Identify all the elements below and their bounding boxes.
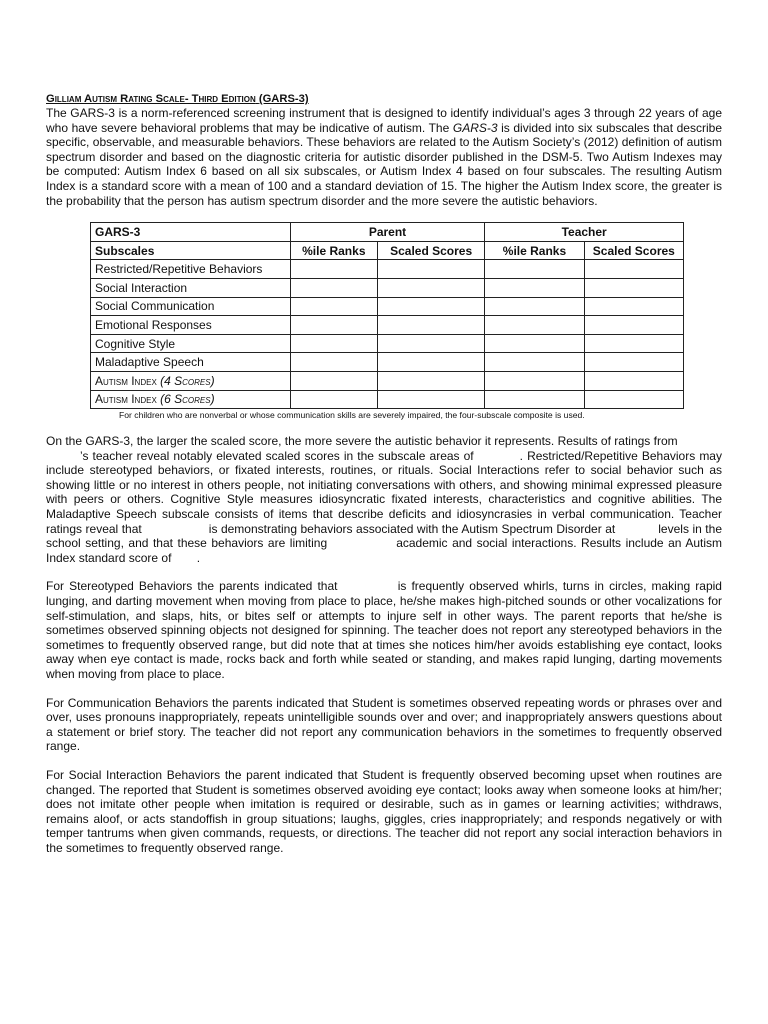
cell [485,353,584,372]
index6-suffix: (6 Scores) [160,392,215,407]
cell [377,353,484,372]
table-row [91,260,684,279]
intro-paragraph [46,106,722,208]
table-footnote: For children who are nonverbal or whose communication skills are severely impaired, the four-subscale composite is used. [119,410,585,421]
cell [290,260,377,279]
parent-rank-header: %ile Ranks [290,241,377,260]
results-paragraph [46,434,722,565]
row-label [91,371,291,390]
cell [485,316,584,335]
teacher-scaled-header: Scaled Scores [584,241,683,260]
table-row-autism-index-6 [91,390,684,409]
results-text-7: . [196,550,201,565]
results-text-3: . Restricted/Repetitive Behaviors may include stereotyped behaviors, or fixated interests, routines, or rituals. Social Interactions refer to social behavior such as showing little or no interest in others people, not initiating conversations with others, and showing minimal expressed pleasure with peers or others. Cognitive Style measures idiosyncratic fixated interests, characteristics and cognitive abilities. The Maladaptive Speech subscale consists of items that describe deficits and idiosyncrasies in verbal communication. Teacher ratings reveal that [46,448,722,536]
table-row [91,353,684,372]
intro-italic: GARS-3 [452,120,498,135]
cell [377,260,484,279]
row-label [91,390,291,409]
teacher-rank-header: %ile Ranks [485,241,584,260]
teacher-header: Teacher [485,223,684,242]
results-text-6: academic and social interactions. Results include an Autism Index standard score of [46,536,723,565]
document-title [46,92,722,106]
row-label: Emotional Responses [91,316,291,335]
cell [290,371,377,390]
table-subheader-row [91,241,684,260]
cell [290,297,377,316]
stereotyped-text-1: For Stereotyped Behaviors the parents indicated that [46,579,338,594]
cell [584,334,683,353]
cell [377,316,484,335]
cell [290,316,377,335]
cell [485,390,584,409]
table-row [91,316,684,335]
results-text-4: is demonstrating behaviors associated with the Autism Spectrum Disorder at [208,521,616,536]
table-row [91,334,684,353]
cell [290,278,377,297]
scores-table [90,222,684,409]
intro-text-2: is divided into six subscales that describe specific, observable, and measurable behaviors. These behaviors are related to the Autism Society’s (2012) definition of autism spectrum disorder and based on the diagnostic criteria for autistic disorder published in the DSM-5. Two Autism Indexes may be computed: Autism Index 6 based on all six subscales, or Autism Index 4 based on four subscales. The resulting Autism Index is a standard score with a mean of 100 and a standard deviation of 15. The higher the Autism Index score, the greater is the probability that the person has autism spectrum disorder and the more severe the autistic behaviors. [46,120,722,208]
cell [584,278,683,297]
index4-label: Autism Index [95,373,157,388]
cell [377,334,484,353]
title-abbr: (GARS-3) [258,93,309,105]
intro-text-1: The GARS-3 is a norm-referenced screening instrument that is designed to identify individual’s ages 3 through 22 years of age who have severe behavioral problems that may be indicative of autism. The [46,106,722,135]
table-row [91,297,684,316]
cell [377,390,484,409]
cell [584,353,683,372]
table-row-autism-index-4 [91,371,684,390]
cell [377,371,484,390]
parent-scaled-header: Scaled Scores [377,241,484,260]
title-text: Gilliam Autism Rating Scale- Third Edition [46,93,256,105]
stereotyped-text-2: is frequently observed whirls, turns in circles, making rapid lunging, and darting movement when moving from place to place, he/she makes high-pitched sounds or other vocalizations for self-stimulation, and slaps, hits, or bites self or attempts to injure self in other ways. The parent reports that he/she is sometimes observed spinning objects not designed for spinning. The teacher does not report any stereotyped behaviors in the sometimes to frequently observed range, but did note that at times she notices him/her avoids establishing eye contact, looks away when eye contact is made, rocks back and forth while seated or standing, and makes rapid lunging, darting movements when moving from place to place. [46,579,722,681]
cell [290,353,377,372]
cell [377,297,484,316]
cell [485,278,584,297]
results-text-5: levels in the school setting, and that these behaviors are limiting [46,521,722,551]
parent-header: Parent [290,223,485,242]
cell [584,371,683,390]
cell [290,334,377,353]
row-label: Restricted/Repetitive Behaviors [91,260,291,279]
cell [584,316,683,335]
cell [377,278,484,297]
cell [485,334,584,353]
row-label: Cognitive Style [91,334,291,353]
cell [290,390,377,409]
cell [485,260,584,279]
social-paragraph: For Social Interaction Behaviors the parent indicated that Student is frequently observed becoming upset when routines are changed. The reported that Student is sometimes observed avoiding eye contact; looks away when someone looks at him/her; does not imitate other people when imitation is required or desirable, such as in games or learning activities; withdraws, remains aloof, or acts standoffish in group situations; laughs, giggles, cries inappropriately; and responds negatively or with temper tantrums when given commands, requests, or directions. The teacher did not report any social interaction behaviors in the sometimes to frequently observed range. [46,767,722,855]
stereotyped-paragraph [46,579,722,681]
cell [485,371,584,390]
index6-label: Autism Index [95,392,157,407]
results-text-2: ’s teacher reveal notably elevated scaled scores in the subscale areas of [80,448,474,463]
cell [584,297,683,316]
table-header-row [91,223,684,242]
table-row [91,278,684,297]
row-label: Social Communication [91,297,291,316]
index4-suffix: (4 Scores) [160,373,215,388]
row-label: Social Interaction [91,278,291,297]
subscales-header: Subscales [91,241,291,260]
cell [584,260,683,279]
communication-paragraph: For Communication Behaviors the parents indicated that Student is sometimes observed repeating words or phrases over and over, uses pronouns inappropriately, repeats unintelligible sounds over and over; and inappropriately answers questions about a statement or brief story. The teacher did not report any communication behaviors in the sometimes to frequently observed range. [46,695,722,754]
cell [584,390,683,409]
row-label: Maladaptive Speech [91,353,291,372]
results-text-1: On the GARS-3, the larger the scaled score, the more severe the autistic behavior it represents. Results of ratings from [46,434,678,449]
table-title: GARS-3 [91,223,291,242]
cell [485,297,584,316]
